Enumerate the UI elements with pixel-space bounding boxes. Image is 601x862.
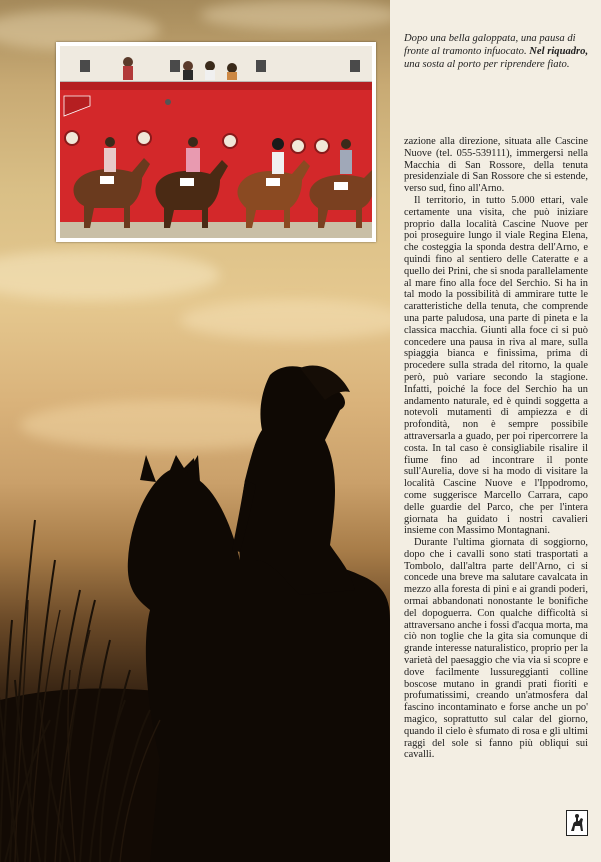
ship-inset-photo [56,42,376,242]
caption-lead: Dopo una bella galoppata, una pausa di fronte al tramonto infuocato. [404,33,576,57]
caption-bold: Nel riquadro, [529,46,589,57]
caption-rest: una sosta al porto per riprendere fiato. [404,59,570,70]
article-paragraph-2: Il territorio, in tutto 5.000 ettari, vale certamente una visita, che può iniziare proprio dalla località Cascine Nuove per poi proseguire lungo il viale Regina Elena, che costeggia la sponda destra dell'Arno, e quindi fino al sentiero delle Cateratte e a quello dei Prini, che si snoda parallelamente al mare fino alla foce del Serchio. Si ha in tal modo la possibilità di ammirare tutte le caratteristiche della tenuta, che comprende una parte paludosa, una parte di pineta e la classica macchia. Giunti alla foce ci si può concedere una pausa in riva al mare, sulla spiaggia bianca e finissima, prima di procedere sulla strada del ritorno, la quale però, può variare secondo la stagione. Infatti, poiché la foce del Serchio ha un andamento naturale, ed è quindi soggetta a notevoli mutamenti di ampiezza e di profondità, non è sempre possibile attraversarla a guado, per poi ripercorrere la costa. In tal caso è consigliabile risalire il fiume fino ad incontrare il ponte sull'Aurelia, dove si ha modo di visitare la località Cascine Nuove e l'Ippodromo, come suggerisce Marcello Carrara, capo delle guardie del Parco, che per l'intera giornata ha guidato i nostri cavalieri insieme con Massimo Montagnani. [404,194,588,537]
article-text [404,136,588,761]
article-paragraph-1: zazione alla direzione, situata alle Cascine Nuove (tel. 055-539111), immergersi nella Macchia di San Rossore, della tenuta presidenziale di San Rossore che si estende, verso sud, fino all'Arno. [404,136,588,195]
ship-horses-illustration [60,46,372,238]
photo-caption [404,32,594,71]
horse-rider-icon [566,810,588,836]
article-paragraph-3: Durante l'ultima giornata di soggiorno, dopo che i cavalli sono stati trasportati a Tombolo, dall'altra parte dell'Arno, ci si concede una breve ma salutare cavalcata in mezzo alla foresta di pini e ai grandi poderi, ormai abbandonati nonostante le bonifiche del dopoguerra. Con qualche difficoltà si attraversano anche i fossi d'acqua morta, ma ciò non toglie che la gita sia comunque di grande interesse naturalistico, proprio per la varietà del paesaggio che via via si scopre e dove facilmente lussureggianti colline boscose mutano in grandi prati fioriti e profumatissimi, creando un'atmosfera dal fascino incontaminato e forse anche un po' magico, soprattutto sul calar del giorno, quando il cielo è sfumato di rosa e gli ultimi raggi del sole si fanno più obliqui sui cavalli. [404,537,588,761]
